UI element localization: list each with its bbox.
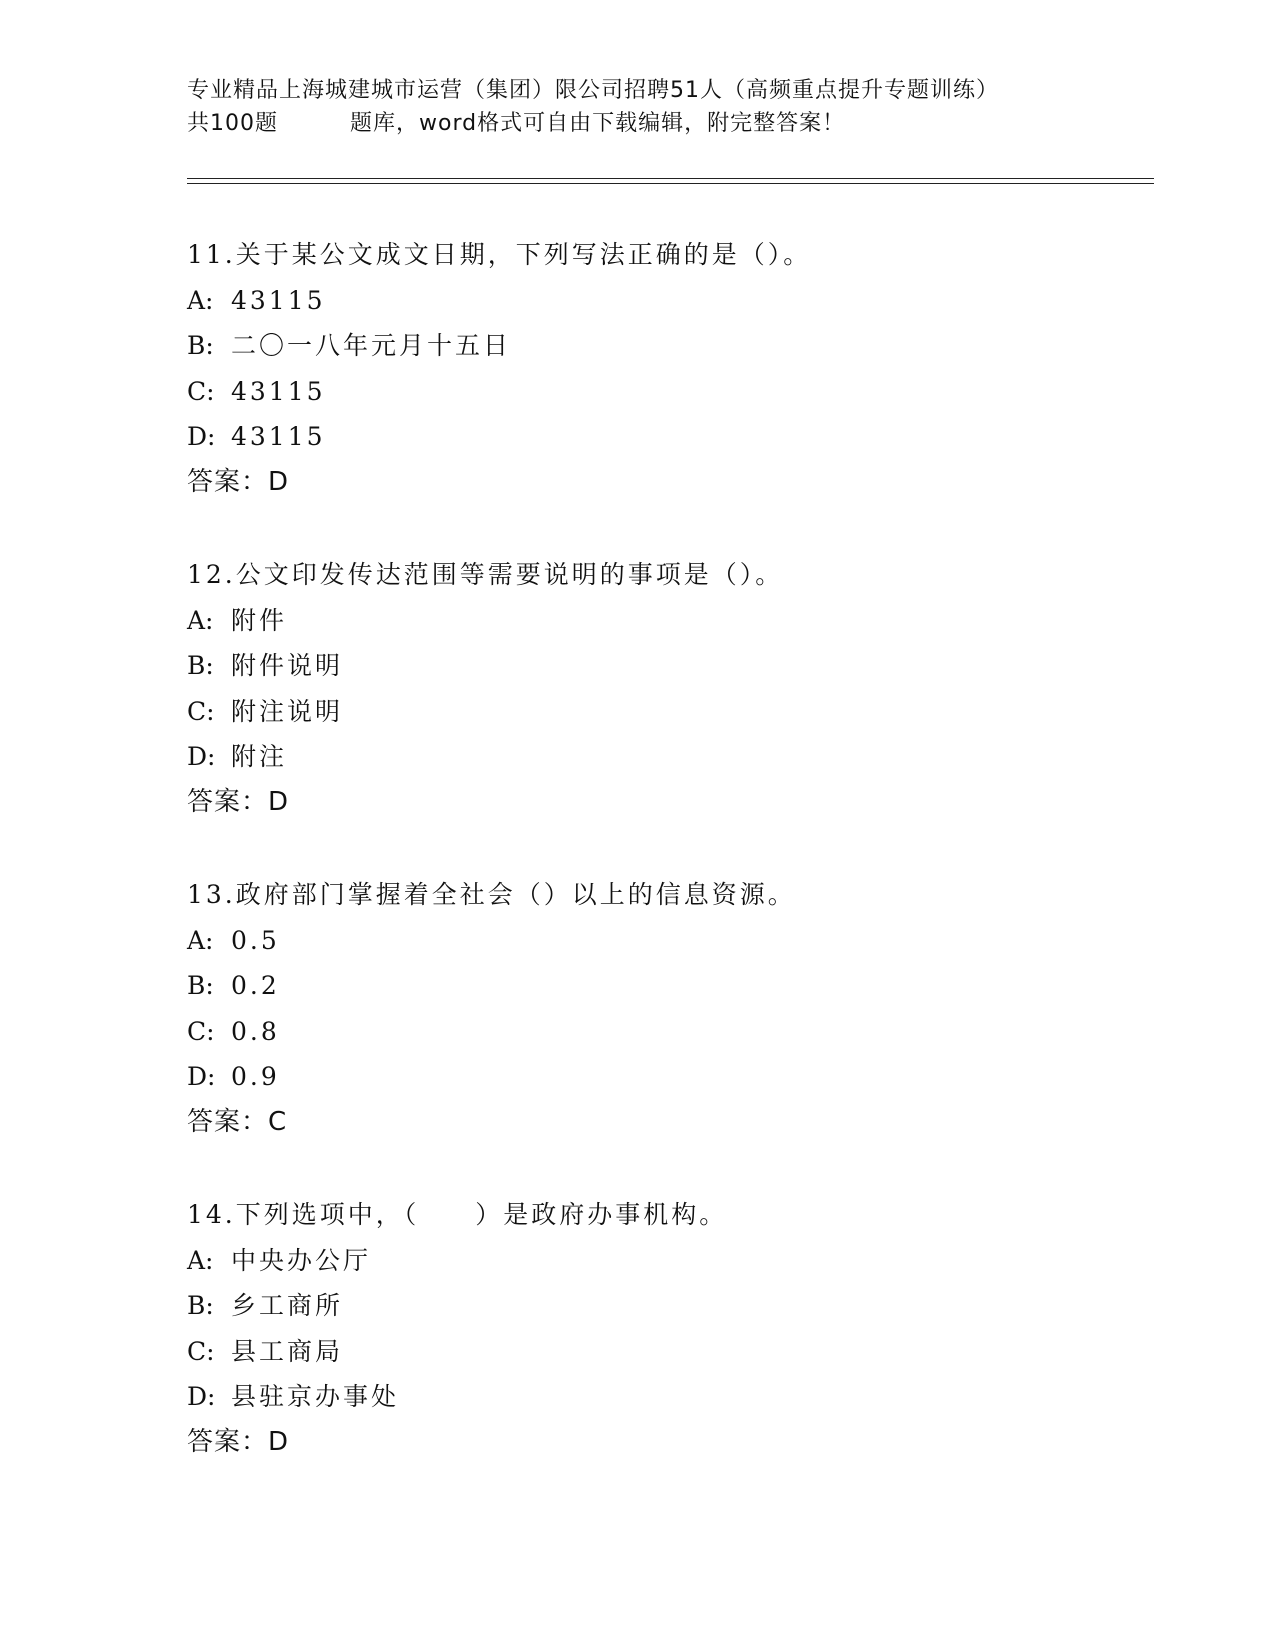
option-c <box>187 369 1147 415</box>
question-stem: 14.下列选项中，（ ）是政府办事机构。 <box>187 1200 728 1229</box>
option-text: 0.2 <box>231 971 280 1000</box>
option-b <box>187 963 1147 1009</box>
option-text: 43115 <box>231 285 326 315</box>
option-letter: C: <box>187 1336 215 1366</box>
option-text: 0.8 <box>231 1016 280 1046</box>
question-stem: 11.关于某公文成文日期，下列写法正确的是（）。 <box>187 240 812 269</box>
answer-line: 答案：C <box>187 1106 288 1137</box>
option-letter: B: <box>187 971 214 1000</box>
option-d <box>187 1374 1147 1420</box>
option-b <box>187 643 1147 689</box>
option-letter: D: <box>187 422 216 451</box>
question-11 <box>187 232 1147 505</box>
answer-line: 答案：D <box>187 786 290 817</box>
option-a <box>187 1238 1147 1284</box>
option-text: 43115 <box>231 376 326 406</box>
option-text: 二〇一八年元月十五日 <box>231 331 512 360</box>
document-header <box>187 74 1147 140</box>
option-a <box>187 918 1147 964</box>
option-letter: C: <box>187 376 215 406</box>
option-a <box>187 278 1147 324</box>
question-12 <box>187 552 1147 825</box>
option-c <box>187 1009 1147 1055</box>
header-description: 题库，word格式可自由下载编辑，附完整答案！ <box>350 111 846 136</box>
option-text: 0.9 <box>231 1062 280 1091</box>
header-divider-top <box>187 178 1154 179</box>
option-text: 县驻京办事处 <box>231 1382 400 1411</box>
header-subtitle <box>187 107 1147 140</box>
option-letter: A: <box>187 285 214 315</box>
option-a <box>187 598 1147 644</box>
question-14 <box>187 1192 1147 1465</box>
option-letter: A: <box>187 925 214 955</box>
question-list <box>187 232 1147 1512</box>
option-text: 0.5 <box>231 925 280 955</box>
question-13 <box>187 872 1147 1145</box>
option-text: 附注 <box>231 742 288 771</box>
header-divider-bottom <box>187 183 1154 184</box>
option-b <box>187 323 1147 369</box>
option-d <box>187 1054 1147 1100</box>
option-text: 43115 <box>231 422 326 451</box>
option-letter: A: <box>187 1245 214 1275</box>
option-c <box>187 689 1147 735</box>
question-stem: 12.公文印发传达范围等需要说明的事项是（）。 <box>187 560 784 589</box>
option-letter: D: <box>187 1062 216 1091</box>
answer-line: 答案：D <box>187 466 290 497</box>
header-question-count: 共100题 <box>187 111 278 136</box>
option-d <box>187 414 1147 460</box>
option-letter: D: <box>187 1382 216 1411</box>
option-letter: B: <box>187 1291 214 1320</box>
option-letter: B: <box>187 651 214 680</box>
option-b <box>187 1283 1147 1329</box>
option-letter: C: <box>187 1016 215 1046</box>
question-stem: 13.政府部门掌握着全社会（）以上的信息资源。 <box>187 880 796 909</box>
option-letter: D: <box>187 742 216 771</box>
option-d <box>187 734 1147 780</box>
option-text: 附件说明 <box>231 651 344 680</box>
option-letter: B: <box>187 331 214 360</box>
header-title: 专业精品上海城建城市运营（集团）限公司招聘51人（高频重点提升专题训练） <box>187 78 999 103</box>
option-text: 乡工商所 <box>231 1291 344 1320</box>
option-text: 中央办公厅 <box>231 1245 372 1275</box>
option-c <box>187 1329 1147 1375</box>
option-letter: C: <box>187 696 215 726</box>
answer-line: 答案：D <box>187 1426 290 1457</box>
option-letter: A: <box>187 605 214 635</box>
option-text: 附注说明 <box>231 696 344 726</box>
option-text: 附件 <box>231 605 288 635</box>
option-text: 县工商局 <box>231 1336 344 1366</box>
